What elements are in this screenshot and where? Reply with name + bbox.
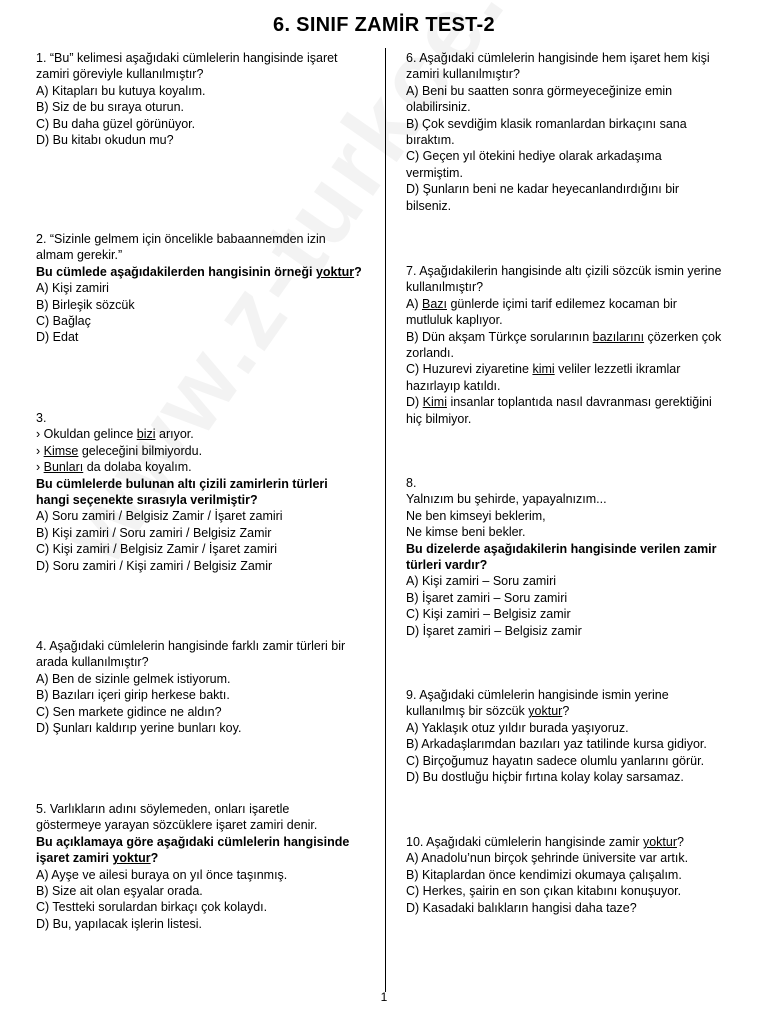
text-segment: C) Sen markete gidince ne aldın? — [36, 704, 222, 719]
text-segment: göstermeye yarayan sözcüklere işaret zamiri denir. — [36, 818, 318, 833]
question-line — [406, 312, 738, 328]
text-segment: Bu cümlelerde bulunan altı çizili zamirlerin türleri — [36, 476, 328, 491]
text-segment: B) İşaret zamiri – Soru zamiri — [406, 590, 568, 605]
question-line — [36, 426, 366, 442]
text-segment: 6. Aşağıdaki cümlelerin hangisinde hem işaret hem kişi — [406, 51, 710, 65]
text-segment: › — [36, 460, 44, 475]
question-line — [406, 753, 738, 769]
question-line — [36, 50, 366, 66]
question-9 — [406, 687, 738, 785]
underlined-text: kimi — [532, 362, 555, 377]
question-line — [406, 83, 738, 99]
question-line — [36, 116, 366, 132]
question-line — [36, 525, 366, 541]
question-8 — [406, 475, 738, 639]
question-line — [406, 66, 738, 82]
text-segment: 8. — [406, 476, 417, 490]
text-segment: hazırlayıp katıldı. — [406, 378, 501, 393]
text-segment: Ne ben kimseyi beklerim, — [406, 508, 546, 523]
question-line — [36, 687, 366, 703]
question-line — [406, 867, 738, 883]
question-6 — [406, 50, 738, 214]
question-line — [36, 720, 366, 736]
question-line — [36, 817, 366, 833]
question-line — [36, 132, 366, 148]
text-segment: B) Bazıları içeri girip herkese baktı. — [36, 688, 230, 703]
text-segment: D) Bu dostluğu hiçbir fırtına kolay kolay sarsamaz. — [406, 770, 684, 785]
text-segment: geleceğini bilmiyordu. — [78, 443, 203, 458]
page-title: 6. SINIF ZAMİR TEST-2 — [273, 14, 495, 36]
text-segment: › Okuldan gelince — [36, 427, 137, 442]
text-segment: kullanılmış bir sözcük — [406, 704, 529, 719]
text-segment: 9. Aşağıdaki cümlelerin hangisinde ismin yerine — [406, 688, 669, 702]
text-segment: Bu cümlede aşağıdakilerden hangisinin örneği — [36, 264, 316, 279]
text-segment: C) Kişi zamiri – Belgisiz zamir — [406, 607, 571, 622]
question-line — [406, 557, 738, 573]
text-segment: C) Geçen yıl ötekini hediye olarak arkadaşıma — [406, 149, 662, 164]
text-segment: C) Birçoğumuz hayatın sadece olumlu yanlarını görür. — [406, 753, 705, 768]
text-segment: C) Kişi zamiri / Belgisiz Zamir / İşaret zamiri — [36, 542, 277, 557]
underlined-text: yoktur — [528, 704, 563, 719]
question-line — [36, 850, 366, 866]
question-line — [36, 231, 366, 247]
text-segment: B) Kişi zamiri / Soru zamiri / Belgisiz Zamir — [36, 525, 272, 540]
text-segment: almam gerekir.” — [36, 248, 123, 263]
question-line — [406, 573, 738, 589]
question-4 — [36, 638, 366, 736]
text-segment: D) Soru zamiri / Kişi zamiri / Belgisiz Zamir — [36, 558, 273, 573]
text-segment: ? — [150, 851, 159, 866]
question-line — [36, 654, 366, 670]
text-segment: A) Kişi zamiri – Soru zamiri — [406, 574, 557, 589]
underlined-text: yoktur — [315, 264, 355, 279]
question-line — [406, 900, 738, 916]
text-segment: türleri vardır? — [406, 558, 488, 573]
question-line — [36, 492, 366, 508]
question-line — [406, 524, 738, 540]
question-line — [36, 508, 366, 524]
text-segment: vermiştim. — [406, 165, 463, 180]
question-line — [406, 263, 738, 279]
text-segment: A) Kitapları bu kutuya koyalım. — [36, 83, 206, 98]
question-line — [36, 834, 366, 850]
text-segment: D) Kasadaki balıkların hangisi daha taze? — [406, 900, 637, 915]
text-segment: D) Edat — [36, 330, 79, 345]
question-line — [36, 638, 366, 654]
text-segment: arıyor. — [155, 427, 194, 442]
text-segment: zorlandı. — [406, 346, 454, 361]
question-line — [406, 148, 738, 164]
question-line — [406, 198, 738, 214]
underlined-text: Kimi — [422, 395, 447, 410]
question-line — [36, 476, 366, 492]
text-segment: A) Yaklaşık otuz yıldır burada yaşıyoruz. — [406, 720, 629, 735]
text-segment: C) Bu daha güzel görünüyor. — [36, 116, 196, 131]
text-segment: Yalnızım bu şehirde, yapayalnızım... — [406, 492, 607, 507]
text-segment: C) Bağlaç — [36, 314, 91, 329]
text-segment: Bu dizelerde aşağıdakilerin hangisinde verilen zamir — [406, 541, 717, 556]
text-segment: çözerken çok — [644, 329, 722, 344]
text-segment: 2. “Sizinle gelmem için öncelikle babaannemden izin — [36, 232, 326, 246]
question-line — [36, 83, 366, 99]
question-line — [36, 704, 366, 720]
question-line — [406, 491, 738, 507]
question-line — [406, 296, 738, 312]
text-segment: A) Beni bu saatten sonra görmeyeceğinize emin — [406, 83, 673, 98]
text-segment: B) Dün akşam Türkçe sorularının — [406, 329, 593, 344]
underlined-text: bizi — [136, 427, 156, 442]
question-line — [406, 181, 738, 197]
column-divider — [385, 48, 386, 992]
underlined-text: yoktur — [642, 835, 677, 849]
question-line — [36, 264, 366, 280]
question-line — [36, 459, 366, 475]
question-line — [36, 410, 366, 426]
text-segment: C) Huzurevi ziyaretine — [406, 362, 533, 377]
question-line — [36, 899, 366, 915]
text-segment: › — [36, 443, 44, 458]
question-line — [406, 116, 738, 132]
text-segment: ? — [354, 264, 362, 279]
text-segment: bıraktım. — [406, 133, 455, 148]
text-segment: zamiri göreviyle kullanılmıştır? — [36, 67, 204, 82]
text-segment: hangi seçenekte sırasıyla verilmiştir? — [36, 493, 258, 508]
question-line — [36, 313, 366, 329]
question-1 — [36, 50, 366, 148]
text-segment: A) Ben de sizinle gelmek istiyorum. — [36, 671, 231, 686]
text-segment: ? — [562, 704, 570, 719]
question-line — [36, 99, 366, 115]
text-segment: mutluluk kaplıyor. — [406, 313, 503, 328]
text-segment: ? — [676, 835, 684, 849]
question-line — [406, 99, 738, 115]
text-segment: arada kullanılmıştır? — [36, 655, 149, 670]
text-segment: A) Soru zamiri / Belgisiz Zamir / İşaret zamiri — [36, 509, 283, 524]
question-line — [406, 623, 738, 639]
question-line — [406, 411, 738, 427]
question-line — [36, 66, 366, 82]
question-line — [406, 475, 738, 491]
question-line — [406, 736, 738, 752]
underlined-text: Kimse — [43, 443, 79, 458]
page-number: 1 — [380, 990, 388, 1004]
underlined-text: Bazı — [421, 296, 447, 311]
text-segment: insanlar toplantıda nasıl davranması gerektiğini — [446, 395, 712, 410]
text-segment: 10. Aşağıdaki cümlelerin hangisinde zamir — [406, 835, 643, 849]
text-segment: günlerde içimi tarif edilemez kocaman bir — [447, 296, 677, 311]
question-line — [36, 883, 366, 899]
question-line — [406, 687, 738, 703]
question-line — [36, 541, 366, 557]
text-segment: B) Kitaplardan önce kendimizi okumaya çalışalım. — [406, 867, 682, 882]
question-line — [406, 703, 738, 719]
text-segment: B) Çok sevdiğim klasik romanlardan birkaçını sana — [406, 116, 687, 131]
text-segment: A) Anadolu’nun birçok şehrinde üniversite var artık. — [406, 851, 689, 866]
text-segment: A) Kişi zamiri — [36, 281, 109, 296]
text-segment: 1. “Bu” kelimesi aşağıdaki cümlelerin hangisinde işaret — [36, 51, 338, 65]
question-line — [36, 247, 366, 263]
question-line — [36, 329, 366, 345]
question-line — [406, 50, 738, 66]
underlined-text: Bunları — [43, 460, 84, 475]
question-line — [406, 590, 738, 606]
text-segment: A) — [406, 296, 422, 311]
underlined-text: yoktur — [112, 851, 151, 866]
question-line — [406, 541, 738, 557]
question-10 — [406, 834, 738, 916]
question-line — [406, 132, 738, 148]
text-segment: olabilirsiniz. — [406, 100, 471, 115]
text-segment: A) Ayşe ve ailesi buraya on yıl önce taşınmış. — [36, 867, 288, 882]
question-line — [36, 558, 366, 574]
question-3 — [36, 410, 366, 574]
question-line — [406, 279, 738, 295]
text-segment: bilseniz. — [406, 198, 452, 213]
text-segment: B) Size ait olan eşyalar orada. — [36, 884, 203, 899]
text-segment: da dolaba koyalım. — [83, 460, 192, 475]
question-line — [406, 883, 738, 899]
question-line — [406, 361, 738, 377]
text-segment: D) İşaret zamiri – Belgisiz zamir — [406, 623, 582, 638]
text-segment: D) — [406, 395, 423, 410]
question-line — [36, 297, 366, 313]
question-line — [406, 834, 738, 850]
text-segment: 7. Aşağıdakilerin hangisinde altı çizili sözcük ismin yerine — [406, 264, 722, 278]
question-line — [406, 850, 738, 866]
question-line — [36, 867, 366, 883]
question-line — [36, 671, 366, 687]
question-line — [406, 165, 738, 181]
question-7 — [406, 263, 738, 427]
text-segment: D) Bu kitabı okudun mu? — [36, 133, 174, 148]
text-segment: C) Herkes, şairin en son çıkan kitabını konuşuyor. — [406, 884, 682, 899]
text-segment: D) Şunları kaldırıp yerine bunları koy. — [36, 721, 242, 736]
underlined-text: bazılarını — [592, 329, 645, 344]
question-line — [406, 378, 738, 394]
text-segment: Ne kimse beni bekler. — [406, 525, 526, 540]
text-segment: 4. Aşağıdaki cümlelerin hangisinde farklı zamir türleri bir — [36, 639, 346, 653]
question-line — [406, 345, 738, 361]
text-segment: veliler lezzetli ikramlar — [554, 362, 681, 377]
text-segment: 5. Varlıkların adını söylemeden, onları işaretle — [36, 802, 290, 816]
text-segment: D) Bu, yapılacak işlerin listesi. — [36, 916, 203, 931]
question-line — [36, 801, 366, 817]
question-line — [406, 720, 738, 736]
text-segment: B) Birleşik sözcük — [36, 297, 135, 312]
text-segment: işaret zamiri — [36, 851, 113, 866]
question-line — [406, 606, 738, 622]
text-segment: kullanılmıştır? — [406, 280, 484, 295]
question-line — [36, 916, 366, 932]
text-segment: zamiri kullanılmıştır? — [406, 67, 520, 82]
text-segment: C) Testteki sorulardan birkaçı çok kolaydı. — [36, 900, 268, 915]
question-line — [36, 443, 366, 459]
question-line — [406, 769, 738, 785]
question-line — [406, 508, 738, 524]
question-line — [36, 280, 366, 296]
text-segment: D) Şunların beni ne kadar heyecanlandırdığını bir — [406, 182, 680, 197]
question-line — [406, 329, 738, 345]
text-segment: 3. — [36, 411, 47, 425]
text-segment: B) Arkadaşlarımdan bazıları yaz tatilinde kursa gidiyor. — [406, 737, 707, 752]
text-segment: hiç bilmiyor. — [406, 411, 472, 426]
text-segment: B) Siz de bu sıraya oturun. — [36, 100, 184, 115]
text-segment: Bu açıklamaya göre aşağıdaki cümlelerin hangisinde — [36, 834, 350, 849]
question-line — [406, 394, 738, 410]
question-5 — [36, 801, 366, 932]
question-2 — [36, 231, 366, 346]
